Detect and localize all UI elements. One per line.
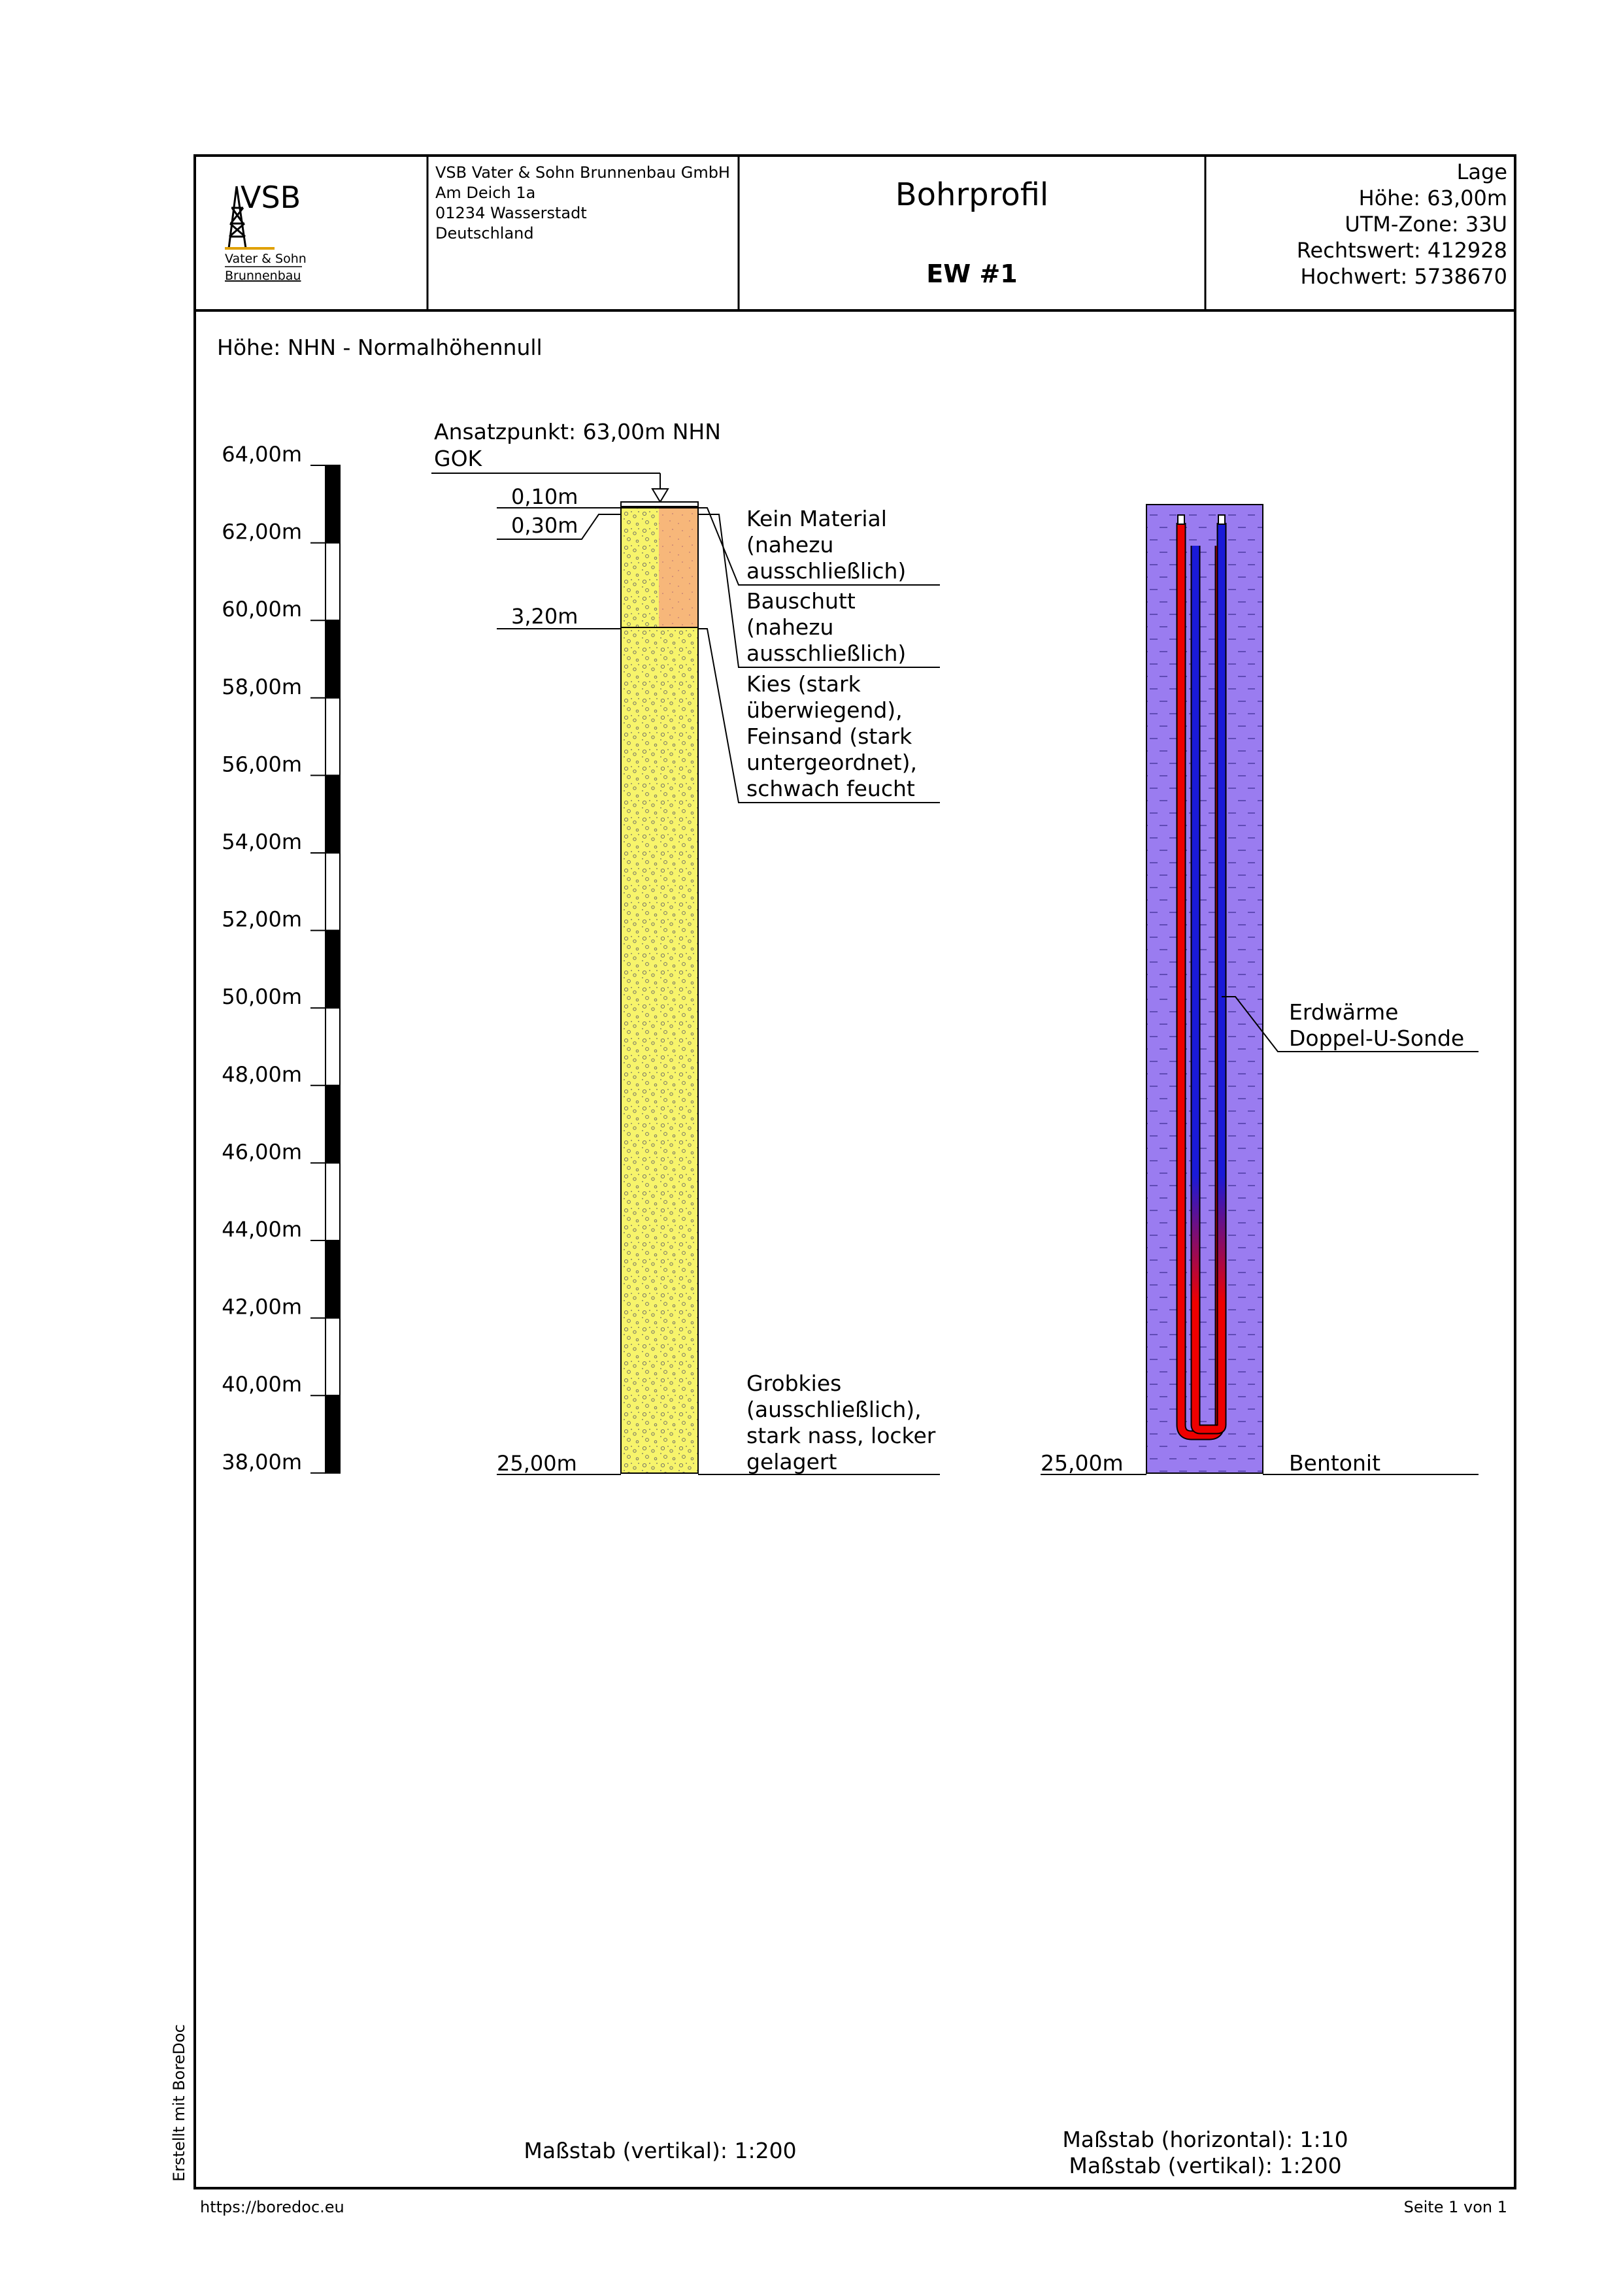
svg-text:Höhe: 63,00m: Höhe: 63,00m: [1358, 186, 1507, 210]
layer-kies: [621, 627, 698, 1473]
scale-segment: [326, 1240, 340, 1318]
bentonit-label: Bentonit: [1289, 1450, 1381, 1476]
layer-bauschutt: [659, 507, 698, 627]
svg-text:Hochwert: 5738670: Hochwert: 5738670: [1300, 264, 1507, 289]
page-number: Seite 1 von 1: [1403, 2198, 1507, 2216]
layer-kein-material: [621, 502, 698, 507]
scale-segment: [326, 1318, 340, 1396]
svg-text:(nahezu: (nahezu: [746, 532, 834, 557]
scale-label: 64,00m: [222, 442, 302, 467]
layer-descriptions: [746, 506, 936, 1474]
scale-bar: [222, 442, 340, 1474]
company-address: [435, 163, 730, 242]
scale-label: 48,00m: [222, 1061, 302, 1087]
scale-segment: [326, 465, 340, 543]
scale-segment: [326, 931, 340, 1008]
sonde-label-2: Doppel-U-Sonde: [1289, 1025, 1465, 1051]
layer-bauschutt-left: [621, 507, 659, 627]
svg-text:(ausschließlich),: (ausschließlich),: [746, 1397, 922, 1422]
scale-label: 40,00m: [222, 1372, 302, 1397]
page-frame: [195, 156, 1515, 2188]
scale-segment: [326, 1163, 340, 1240]
svg-text:gelagert: gelagert: [746, 1449, 837, 1474]
scale-segment: [326, 698, 340, 776]
svg-text:stark nass, locker: stark nass, locker: [746, 1423, 936, 1448]
footer-url[interactable]: https://boredoc.eu: [200, 2198, 344, 2216]
svg-text:Kein Material: Kein Material: [746, 506, 887, 531]
scale-segment: [326, 1086, 340, 1163]
scale-segment: [326, 543, 340, 621]
scale-label: 62,00m: [222, 519, 302, 544]
svg-text:(nahezu: (nahezu: [746, 614, 834, 640]
scale-label: 50,00m: [222, 984, 302, 1010]
svg-text:Bauschutt: Bauschutt: [746, 588, 856, 614]
scale-segment: [326, 620, 340, 698]
svg-text:überwiegend),: überwiegend),: [746, 697, 903, 723]
scale-label: 42,00m: [222, 1294, 302, 1320]
svg-text:Am Deich 1a: Am Deich 1a: [435, 184, 536, 202]
svg-text:Lage: Lage: [1456, 159, 1507, 184]
svg-text:Ansatzpunkt: 63,00m NHN: Ansatzpunkt: 63,00m NHN: [434, 419, 721, 444]
scale-segment: [326, 1395, 340, 1473]
svg-text:01234 Wasserstadt: 01234 Wasserstadt: [435, 204, 587, 222]
svg-text:UTM-Zone: 33U: UTM-Zone: 33U: [1345, 212, 1507, 237]
scale-segment: [326, 1008, 340, 1086]
soil-column: [621, 502, 698, 1473]
scale-label: 44,00m: [222, 1217, 302, 1242]
svg-text:Kies (stark: Kies (stark: [746, 671, 861, 697]
ausbau-column: [1146, 505, 1263, 1473]
logo-sub1: Vater & Sohn: [225, 252, 307, 266]
location-info: [1297, 159, 1507, 289]
profile-id: EW #1: [926, 259, 1018, 288]
scale-right-horizontal: Maßstab (horizontal): 1:10: [1062, 2127, 1348, 2152]
scale-segment: [326, 775, 340, 853]
svg-text:VSB Vater & Sohn Brunnenbau Gm: VSB Vater & Sohn Brunnenbau GmbH: [435, 163, 730, 182]
company-logo: [225, 180, 307, 283]
svg-text:0,30m: 0,30m: [511, 513, 578, 538]
svg-text:untergeordnet),: untergeordnet),: [746, 750, 917, 775]
boredoc-note: Erstellt mit BoreDoc: [170, 2024, 188, 2182]
svg-text:ausschließlich): ausschließlich): [746, 558, 907, 584]
scale-label: 46,00m: [222, 1139, 302, 1165]
depth-right: 25,00m: [1041, 1450, 1124, 1476]
scale-label: 60,00m: [222, 597, 302, 622]
svg-text:0,10m: 0,10m: [511, 484, 578, 509]
svg-text:GOK: GOK: [434, 446, 482, 471]
bentonit-fill: [1146, 505, 1263, 1473]
scale-left: Maßstab (vertikal): 1:200: [524, 2138, 797, 2163]
svg-text:ausschließlich): ausschließlich): [746, 641, 907, 666]
logo-text: VSB: [241, 180, 301, 215]
scale-label: 52,00m: [222, 907, 302, 932]
sonde-label: Erdwärme: [1289, 999, 1399, 1025]
svg-text:Grobkies: Grobkies: [746, 1371, 842, 1396]
svg-text:Feinsand (stark: Feinsand (stark: [746, 724, 912, 749]
logo-sub2: Brunnenbau: [225, 269, 301, 283]
height-reference: Höhe: NHN - Normalhöhennull: [217, 335, 543, 360]
scale-label: 54,00m: [222, 829, 302, 854]
scale-label: 58,00m: [222, 674, 302, 699]
svg-text:Deutschland: Deutschland: [435, 224, 534, 242]
svg-text:schwach feucht: schwach feucht: [746, 776, 915, 801]
svg-text:3,20m: 3,20m: [511, 604, 578, 629]
svg-text:Rechtswert: 412928: Rechtswert: 412928: [1296, 238, 1507, 263]
scale-label: 38,00m: [222, 1449, 302, 1474]
svg-text:25,00m: 25,00m: [497, 1451, 577, 1476]
scale-right-vertical: Maßstab (vertikal): 1:200: [1069, 2153, 1342, 2178]
page-title: Bohrprofil: [895, 176, 1049, 213]
scale-segment: [326, 853, 340, 931]
scale-label: 56,00m: [222, 752, 302, 777]
